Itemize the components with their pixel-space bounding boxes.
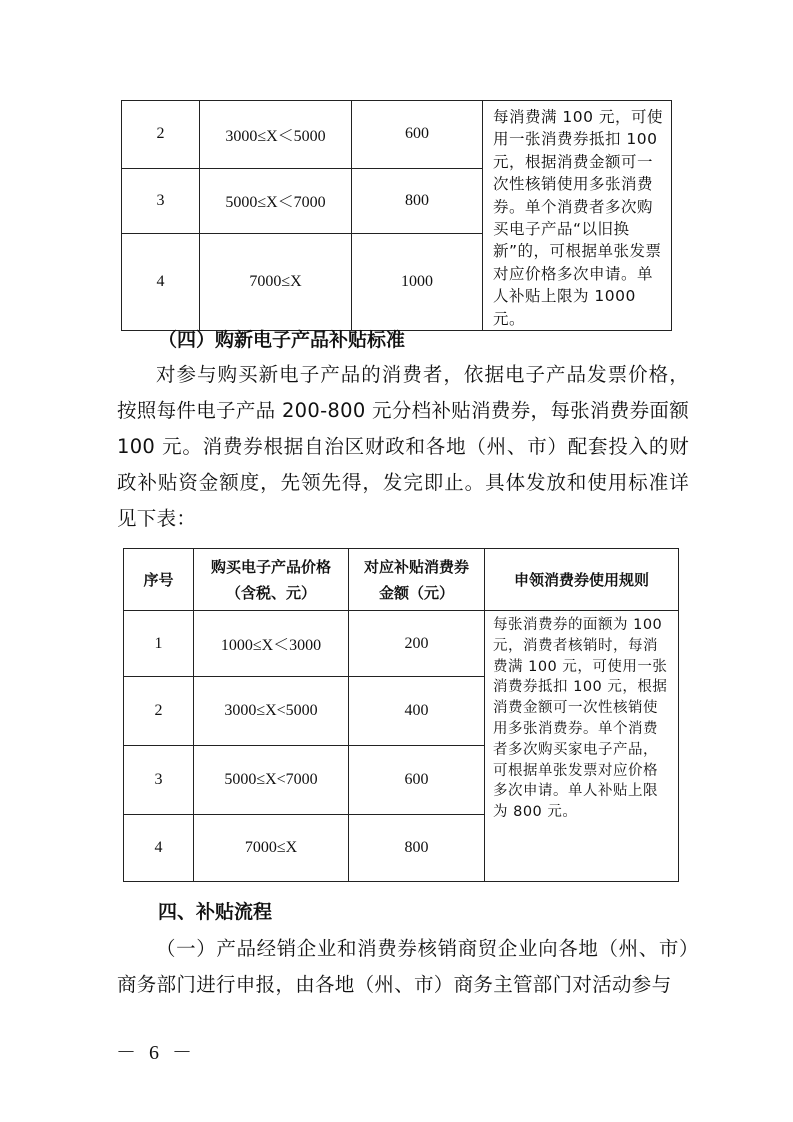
table-cell-range: 5000≤X<7000	[194, 746, 349, 815]
section-heading: （四）购新电子产品补贴标准	[158, 329, 406, 351]
table-row	[124, 611, 679, 677]
table-row	[122, 101, 672, 169]
table-cell-range: 1000≤X＜3000	[194, 611, 349, 677]
table-cell-amount: 800	[349, 815, 485, 882]
header-amount: 对应补贴消费券金额（元）	[349, 549, 485, 611]
table-cell-amount: 600	[352, 101, 483, 169]
page-number: － 6 －	[116, 1042, 196, 1064]
table-cell-amount: 600	[349, 746, 485, 815]
table-cell-range: 7000≤X	[194, 815, 349, 882]
table-cell-range: 3000≤X＜5000	[200, 101, 352, 169]
table-cell-no: 1	[124, 611, 194, 677]
subsidy-table-new-purchase	[123, 548, 679, 882]
table-cell-no: 4	[124, 815, 194, 882]
table-cell-no: 2	[122, 101, 200, 169]
subsidy-table-trade-in	[121, 100, 672, 331]
header-no: 序号	[124, 549, 194, 611]
header-price: 购买电子产品价格（含税、元）	[194, 549, 349, 611]
table-cell-no: 3	[124, 746, 194, 815]
table-cell-amount: 400	[349, 677, 485, 746]
table-cell-range: 3000≤X<5000	[194, 677, 349, 746]
table-cell-amount: 1000	[352, 233, 483, 330]
table-cell-no: 3	[122, 168, 200, 233]
table-cell-range: 5000≤X＜7000	[200, 168, 352, 233]
table-header-row	[124, 549, 679, 611]
table-cell-amount: 200	[349, 611, 485, 677]
table-cell-rule: 每张消费券的面额为 100 元，消费者核销时，每消费满 100 元，可使用一张消费券抵扣 100 元，根据消费金额可一次性核销使用多张消费券。单个消费者多次购买家电子产品，可根据单张发票对应价格多次申请。单人补贴上限为 800 元。	[485, 611, 679, 882]
table-cell-range: 7000≤X	[200, 233, 352, 330]
section-heading: 四、补贴流程	[158, 901, 273, 923]
header-rule: 申领消费券使用规则	[485, 549, 679, 611]
table-cell-rule: 每消费满 100 元，可使用一张消费券抵扣 100 元，根据消费金额可一次性核销使用多张消费券。单个消费者多次购买电子产品“以旧换新”的，可根据单张发票对应价格多次申请。单人补贴上限为 1000 元。	[483, 101, 672, 331]
body-paragraph: 对参与购买新电子产品的消费者，依据电子产品发票价格，按照每件电子产品 200-800 元分档补贴消费券，每张消费券面额 100 元。消费券根据自治区财政和各地（州、市）配套投入的财政补贴资金额度，先领先得，发完即止。具体发放和使用标准详见下表：	[117, 363, 689, 530]
table-cell-no: 4	[122, 233, 200, 330]
table-cell-no: 2	[124, 677, 194, 746]
table-cell-amount: 800	[352, 168, 483, 233]
body-paragraph: （一）产品经销企业和消费券核销商贸企业向各地（州、市）商务部门进行申报，由各地（州、市）商务主管部门对活动参与	[117, 937, 689, 996]
